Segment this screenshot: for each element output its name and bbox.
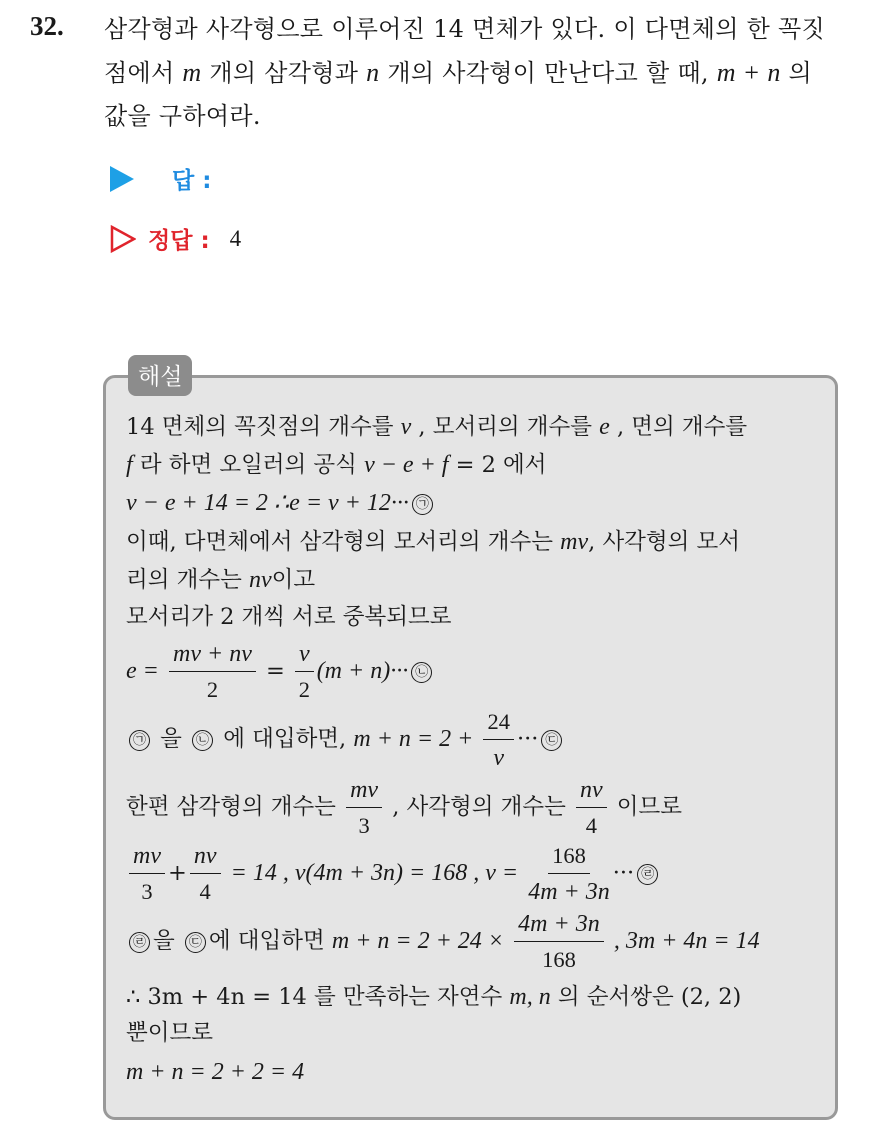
circled-marker-1: ㉠ <box>412 494 433 515</box>
numerator: nv <box>190 842 221 874</box>
var-f: f <box>126 452 133 478</box>
text: 라 하면 오일러의 공식 <box>132 452 365 478</box>
var-e: e <box>599 414 610 440</box>
euler-expr: v − e + f <box>364 452 449 478</box>
fraction <box>514 910 604 974</box>
fraction <box>346 776 382 840</box>
circled-marker-4: ㉣ <box>129 932 150 953</box>
var-n: n <box>366 58 380 87</box>
solution-line-9 <box>126 776 682 840</box>
fraction <box>295 640 314 704</box>
text: 이므로 <box>616 794 683 820</box>
solution-line-8 <box>126 708 565 772</box>
text: , 사각형의 개수는 <box>392 794 566 820</box>
denominator: 3 <box>358 813 370 838</box>
tail: ··· <box>612 860 635 886</box>
text: 한편 삼각형의 개수는 <box>126 794 336 820</box>
text: , 모서리의 개수를 <box>411 414 600 440</box>
solution-line-1 <box>126 412 747 442</box>
equation: v − e + 14 = 2 ∴e = v + 12··· <box>126 490 409 516</box>
answer-label: 답 : <box>172 168 212 194</box>
solution-line-13: 뿐이므로 <box>126 1020 213 1046</box>
text: 리의 개수는 <box>126 567 249 593</box>
text: 14 면체의 꼭짓점의 개수를 <box>126 414 401 440</box>
denominator: 2 <box>298 677 310 702</box>
numerator: v <box>295 640 314 672</box>
text: 점에서 <box>104 59 183 87</box>
text: 개의 사각형이 만난다고 할 때, <box>379 59 717 87</box>
numerator: nv <box>576 776 607 808</box>
text: 의 순서쌍은 (2, 2) <box>550 984 742 1010</box>
denominator: 4 <box>199 879 211 904</box>
expr-nv: nv <box>248 567 272 593</box>
correct-answer-label: 정답 : <box>148 228 210 254</box>
fraction <box>190 842 221 906</box>
circled-marker-1: ㉠ <box>129 730 150 751</box>
equation: m + n = 2 + <box>353 726 474 752</box>
problem-line-1: 삼각형과 사각형으로 이루어진 14 면체가 있다. 이 다면체의 한 꼭짓 <box>104 15 826 43</box>
problem-text <box>104 8 860 138</box>
var-m: m <box>182 58 202 87</box>
denominator: 4 <box>585 813 597 838</box>
circled-marker-2: ㉡ <box>192 730 213 751</box>
denominator: 3 <box>141 879 153 904</box>
numerator: mv + nv <box>169 640 256 672</box>
text: 이고 <box>271 567 316 593</box>
solution-line-14 <box>126 1057 304 1087</box>
circled-marker-2: ㉡ <box>411 662 432 683</box>
solution-tag: 해설 <box>128 355 192 396</box>
solution-line-2 <box>126 450 547 480</box>
expr-m-plus-n: m + n <box>716 58 781 87</box>
tail: ··· <box>516 726 539 752</box>
problem-number: 32. <box>30 11 64 41</box>
solution-line-11 <box>126 910 760 974</box>
denominator: 168 <box>542 947 576 972</box>
equation: m + n = 2 + 24 × <box>331 928 505 954</box>
problem <box>30 8 860 138</box>
text: , 면의 개수를 <box>609 414 748 440</box>
text: 을 <box>153 928 175 954</box>
var-v: v <box>400 414 412 440</box>
text: 에 대입하면 <box>208 928 332 954</box>
tail: (m + n)··· <box>316 658 409 684</box>
solution-line-12 <box>126 982 741 1012</box>
equation: , 3m + 4n = 14 <box>613 928 760 954</box>
problem-line-2 <box>104 51 860 95</box>
denominator: 4m + 3n <box>528 879 610 905</box>
expr-mv: mv <box>560 529 589 555</box>
text: 개의 삼각형과 <box>201 59 367 87</box>
circled-marker-3: ㉢ <box>541 730 562 751</box>
circled-marker-3: ㉢ <box>185 932 206 953</box>
text: 의 <box>780 59 813 87</box>
correct-answer-row <box>110 222 241 255</box>
text: ∴ 3m + 4n = 14 를 만족하는 자연수 <box>126 984 510 1010</box>
text: = 2 에서 <box>448 452 547 478</box>
fraction <box>528 842 610 906</box>
final-equation: m + n = 2 + 2 = 4 <box>126 1059 305 1085</box>
solution-line-6: 모서리가 2 개씩 서로 중복되므로 <box>126 604 452 630</box>
fraction <box>169 640 256 704</box>
solution-line-10 <box>126 842 661 906</box>
numerator: 24 <box>483 708 514 740</box>
expr-m-n: m, n <box>509 984 551 1010</box>
numerator: mv <box>129 842 165 874</box>
equation: = 14 , v(4m + 3n) = 168 , v = <box>230 860 519 886</box>
lhs: e = <box>126 658 159 684</box>
solution-line-5 <box>126 565 315 595</box>
problem-line-3: 값을 구하여라. <box>104 102 261 130</box>
correct-answer-value: 4 <box>229 225 242 251</box>
fraction <box>576 776 607 840</box>
fraction <box>483 708 514 772</box>
play-triangle-icon <box>110 166 134 192</box>
text: 이때, 다면체에서 삼각형의 모서리의 개수는 <box>126 529 561 555</box>
answer-row <box>110 162 211 195</box>
text: 을 <box>160 726 182 752</box>
outline-triangle-icon <box>110 225 136 253</box>
circled-marker-4: ㉣ <box>637 864 658 885</box>
numerator: 4m + 3n <box>514 910 604 942</box>
denominator: 2 <box>206 677 219 702</box>
plus: + <box>167 860 187 886</box>
numerator: 168 <box>548 842 590 874</box>
solution-line-3 <box>126 488 436 518</box>
solution-line-7 <box>126 640 435 704</box>
equals: = <box>266 658 285 684</box>
text: 에 대입하면, <box>223 726 354 752</box>
text: , 사각형의 모서 <box>588 529 741 555</box>
denominator: v <box>493 745 505 771</box>
solution-line-4 <box>126 527 740 557</box>
fraction <box>129 842 165 906</box>
numerator: mv <box>346 776 382 808</box>
